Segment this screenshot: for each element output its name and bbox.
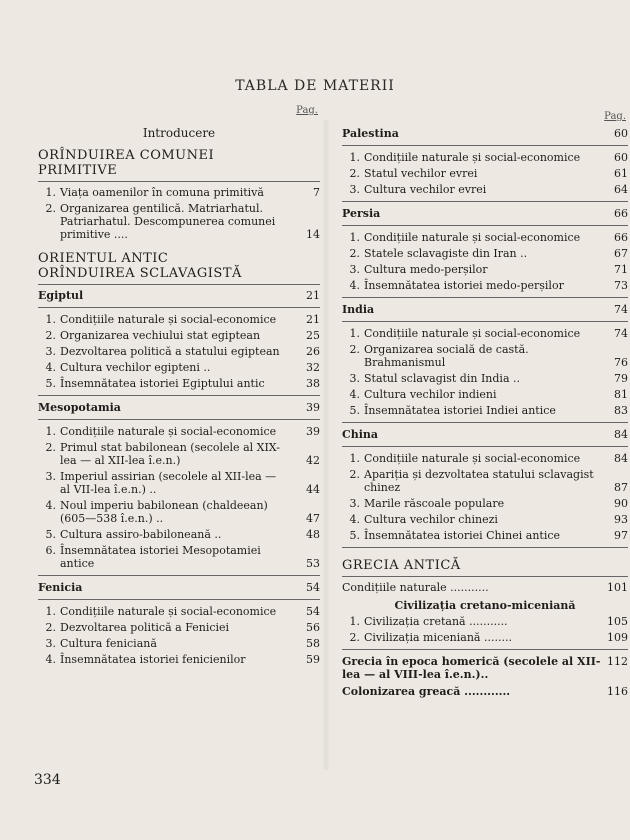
section-persia[interactable]: Persia 66 — [342, 207, 628, 220]
toc-item[interactable]: 2. Statul vechilor evrei 61 — [349, 167, 628, 180]
toc-item[interactable]: 3. Cultura vechilor evrei 64 — [349, 183, 628, 196]
toc-item[interactable]: 4. Însemnătatea istoriei medo-perșilor 73 — [349, 279, 628, 292]
toc-item[interactable]: 2. Primul stat babilonean (secolele al XIX-lea — al XII-lea î.e.n.) 42 — [45, 441, 320, 467]
page-number: 334 — [34, 772, 61, 788]
divider — [38, 284, 320, 285]
toc-item[interactable]: 1. Condițiile naturale și social-economice 74 — [349, 327, 628, 340]
toc-item[interactable]: 5. Însemnătatea istoriei Indiei antice 83 — [349, 404, 628, 417]
toc-item[interactable]: 4. Cultura vechilor indieni 81 — [349, 388, 628, 401]
toc-item[interactable]: 2. Apariția și dezvoltatea statului sclavagist chinez 87 — [349, 468, 628, 494]
toc-item[interactable]: 2. Statele sclavagiste din Iran .. 67 — [349, 247, 628, 260]
intro-heading: Introducere — [142, 126, 216, 140]
toc-item[interactable]: 3. Cultura feniciană 58 — [45, 637, 320, 650]
section-china[interactable]: China 84 — [342, 428, 628, 441]
divider — [342, 547, 628, 548]
toc-item[interactable]: 3. Imperiul assirian (secolele al XII-lea — al VII-lea î.e.n.) .. 44 — [45, 470, 320, 496]
toc-item[interactable]: 2. Organizarea vechiului stat egiptean 25 — [45, 329, 320, 342]
toc-item[interactable]: 1. Condițiile naturale și social-economice 39 — [45, 425, 320, 438]
toc-item[interactable]: 1. Viața oamenilor în comuna primitivă 7 — [45, 186, 320, 199]
divider — [38, 181, 320, 182]
toc-item[interactable]: 3. Marile răscoale populare 90 — [349, 497, 628, 510]
toc-item[interactable]: Condițiile naturale ........... 101 — [342, 581, 628, 594]
divider — [342, 321, 628, 322]
toc-item[interactable]: 2. Dezvoltarea politică a Feniciei 56 — [45, 621, 320, 634]
section-india[interactable]: India 74 — [342, 303, 628, 316]
toc-item[interactable]: 5. Însemnătatea istoriei Chinei antice 97 — [349, 529, 628, 542]
toc-item[interactable]: 4. Cultura vechilor egipteni .. 32 — [45, 361, 320, 374]
section-mesopotamia[interactable]: Mesopotamia 39 — [38, 401, 320, 414]
toc-item[interactable]: 3. Dezvoltarea politică a statului egiptean 26 — [45, 345, 320, 358]
part-heading-orient: ORIENTUL ANTIC ORÎNDUIREA SCLAVAGISTĂ — [38, 251, 242, 281]
toc-item[interactable]: 5. Însemnătatea istoriei Egiptului antic 38 — [45, 377, 320, 390]
toc-item[interactable]: 4. Însemnătatea istoriei fenicienilor 59 — [45, 653, 320, 666]
divider — [342, 145, 628, 146]
toc-item[interactable]: 1. Condițiile naturale și social-economice 84 — [349, 452, 628, 465]
divider — [342, 297, 628, 298]
toc-item[interactable]: 2. Organizarea socială de castă. Brahmanismul 76 — [349, 343, 628, 369]
pag-label: Pag. — [604, 111, 626, 122]
toc-item[interactable]: 5. Cultura assiro-babiloneană .. 48 — [45, 528, 320, 541]
page-gutter — [322, 120, 330, 770]
divider — [342, 422, 628, 423]
divider — [38, 419, 320, 420]
divider — [38, 599, 320, 600]
toc-item[interactable]: 1. Condițiile naturale și social-economice 54 — [45, 605, 320, 618]
part1-items — [38, 186, 320, 241]
subsection-civilizatia: Civilizația cretano-miceniană — [394, 599, 576, 612]
toc-item[interactable]: 6. Însemnătatea istoriei Mesopotamiei antice 53 — [45, 544, 320, 570]
divider — [342, 576, 628, 577]
divider — [342, 649, 628, 650]
divider — [342, 446, 628, 447]
toc-item[interactable]: 1. Condițiile naturale și social-economice 66 — [349, 231, 628, 244]
toc-item[interactable]: 4. Noul imperiu babilonean (chaldeean) (605—538 î.e.n.) .. 47 — [45, 499, 320, 525]
toc-item[interactable]: 1. Condițiile naturale și social-economice 60 — [349, 151, 628, 164]
toc-item[interactable]: Grecia în epoca homerică (secolele al XII-lea — al VIII-lea î.e.n.).. 112 — [342, 655, 628, 681]
part-heading-grecia: GRECIA ANTICĂ — [342, 558, 461, 573]
toc-item[interactable]: 3. Statul sclavagist din India .. 79 — [349, 372, 628, 385]
section-fenicia[interactable]: Fenicia 54 — [38, 581, 320, 594]
toc-item[interactable]: 1. Condițiile naturale și social-economice 21 — [45, 313, 320, 326]
toc-item[interactable]: 1. Civilizația cretană ........... 105 — [349, 615, 628, 628]
right-column — [342, 104, 628, 698]
pag-label: Pag. — [296, 105, 318, 116]
divider — [38, 575, 320, 576]
divider — [342, 201, 628, 202]
divider — [38, 307, 320, 308]
toc-item[interactable]: 4. Cultura vechilor chinezi 93 — [349, 513, 628, 526]
section-egipt[interactable]: Egiptul 21 — [38, 289, 320, 302]
page-title: TABLA DE MATERII — [235, 78, 395, 94]
toc-item[interactable]: Colonizarea greacă ............ 116 — [342, 685, 628, 698]
toc-item[interactable]: 3. Cultura medo-perșilor 71 — [349, 263, 628, 276]
section-palestina[interactable]: Palestina 60 — [342, 127, 628, 140]
divider — [38, 395, 320, 396]
toc-item[interactable]: 2. Civilizația miceniană ........ 109 — [349, 631, 628, 644]
divider — [342, 225, 628, 226]
toc-item[interactable]: 2. Organizarea gentilică. Matriarhatul. Patriarhatul. Descompunerea comunei primitive .... 14 — [45, 202, 320, 241]
left-column — [38, 104, 320, 666]
part-heading-comuna: ORÎNDUIREA COMUNEI PRIMITIVE — [38, 148, 215, 178]
